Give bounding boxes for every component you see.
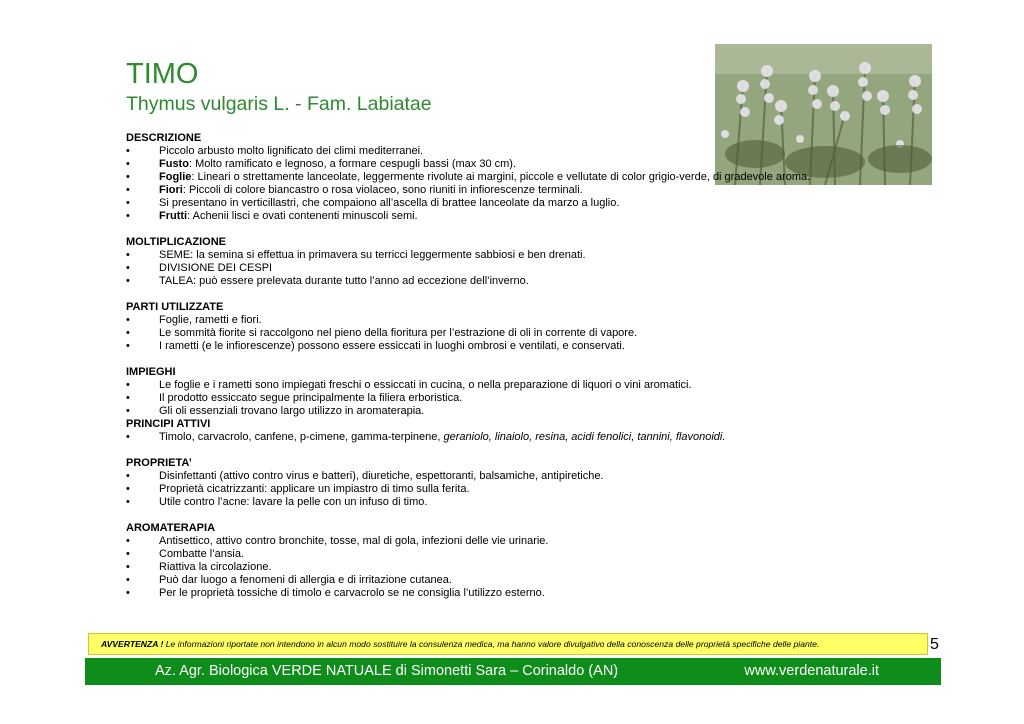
list-item: • Fiori: Piccoli di colore biancastro o rosa violaceo, sono riuniti in infiorescenze terminali. (126, 184, 583, 196)
list-item: • Fusto: Molto ramificato e legnoso, a formare cespugli bassi (max 30 cm). (126, 158, 517, 170)
list-item: • Le foglie e i rametti sono impiegati freschi o essiccati in cucina, o nella preparazione di liquori o vini aromatici. (126, 379, 692, 391)
list-item: • Foglie, rametti e fiori. (126, 314, 262, 326)
list-item: • Proprietà cicatrizzanti: applicare un impiastro di timo sulla ferita. (126, 483, 470, 495)
list-item: • Per le proprietà tossiche di timolo e carvacrolo se ne consiglia l’utilizzo esterno. (126, 587, 545, 599)
list-item: • Utile contro l’acne: lavare la pelle con un infuso di timo. (126, 496, 428, 508)
section-heading-impieghi: IMPIEGHI (126, 366, 176, 378)
content-body (126, 132, 826, 600)
list-item: • Piccolo arbusto molto lignificato dei climi mediterranei. (126, 145, 424, 157)
footer-bar (85, 658, 941, 685)
list-item: • SEME: la semina si effettua in primavera su terricci leggermente sabbiosi e ben drenati. (126, 249, 586, 261)
section-heading-principi-attivi: PRINCIPI ATTIVI (126, 418, 211, 430)
page-number: 5 (930, 636, 939, 653)
list-item: • TALEA: può essere prelevata durante tutto l’anno ad eccezione dell’inverno. (126, 275, 529, 287)
list-item: • Combatte l’ansia. (126, 548, 244, 560)
list-item: • Disinfettanti (attivo contro virus e batteri), diuretiche, espettoranti, balsamiche, antipiretiche. (126, 470, 604, 482)
list-item: • Le sommità fiorite si raccolgono nel pieno della fioritura per l’estrazione di oli in corrente di vapore. (126, 327, 638, 339)
list-item: • Può dar luogo a fenomeni di allergia e di irritazione cutanea. (126, 574, 452, 586)
section-heading-proprieta: PROPRIETA’ (126, 457, 192, 469)
warning-text: Le informazioni riportate non intendono in alcun modo sostituire la consulenza medica, ma hanno valore divulgativo della conoscenza delle proprietà specifiche delle piante. (165, 639, 820, 649)
section-heading-moltiplicazione: MOLTIPLICAZIONE (126, 236, 227, 248)
section-heading-aromaterapia: AROMATERAPIA (126, 522, 216, 534)
page-title: TIMO (126, 58, 199, 90)
list-item: • Timolo, carvacrolo, canfene, p-cimene, gamma-terpinene, geraniolo, linaiolo, resina, acidi fenolici, tannini, flavonoidi. (126, 431, 726, 443)
list-item: • I rametti (e le infiorescenze) possono essere essiccati in luoghi ombrosi e ventilati, e conservati. (126, 340, 625, 352)
list-item: • DIVISIONE DEI CESPI (126, 262, 273, 274)
section-heading-descrizione: DESCRIZIONE (126, 132, 202, 144)
list-item: • Foglie: Lineari o strettamente lanceolate, leggermente rivolute ai margini, piccole e vellutate di color grigio-verde, di gradevole aroma. (126, 171, 811, 183)
list-item: • Si presentano in verticillastri, che compaiono all’ascella di brattee lanceolate da marzo a luglio. (126, 197, 620, 209)
list-item: • Il prodotto essiccato segue principalmente la filiera erboristica. (126, 392, 463, 404)
list-item: • Gli oli essenziali trovano largo utilizzo in aromaterapia. (126, 405, 425, 417)
list-item: • Riattiva la circolazione. (126, 561, 272, 573)
section-heading-parti-utilizzate: PARTI UTILIZZATE (126, 301, 224, 313)
warning-label: AVVERTENZA ! (101, 639, 166, 649)
footer-company: Az. Agr. Biologica VERDE NATUALE di Simonetti Sara – Corinaldo (AN) (155, 663, 619, 679)
page-subtitle: Thymus vulgaris L. - Fam. Labiatae (126, 93, 432, 115)
footer-website-link[interactable]: www.verdenaturale.it (744, 663, 879, 679)
list-item: • Antisettico, attivo contro bronchite, tosse, mal di gola, infezioni delle vie urinarie. (126, 535, 549, 547)
list-item: • Frutti: Achenii lisci e ovati contenenti minuscoli semi. (126, 210, 418, 222)
warning-banner (88, 633, 928, 655)
